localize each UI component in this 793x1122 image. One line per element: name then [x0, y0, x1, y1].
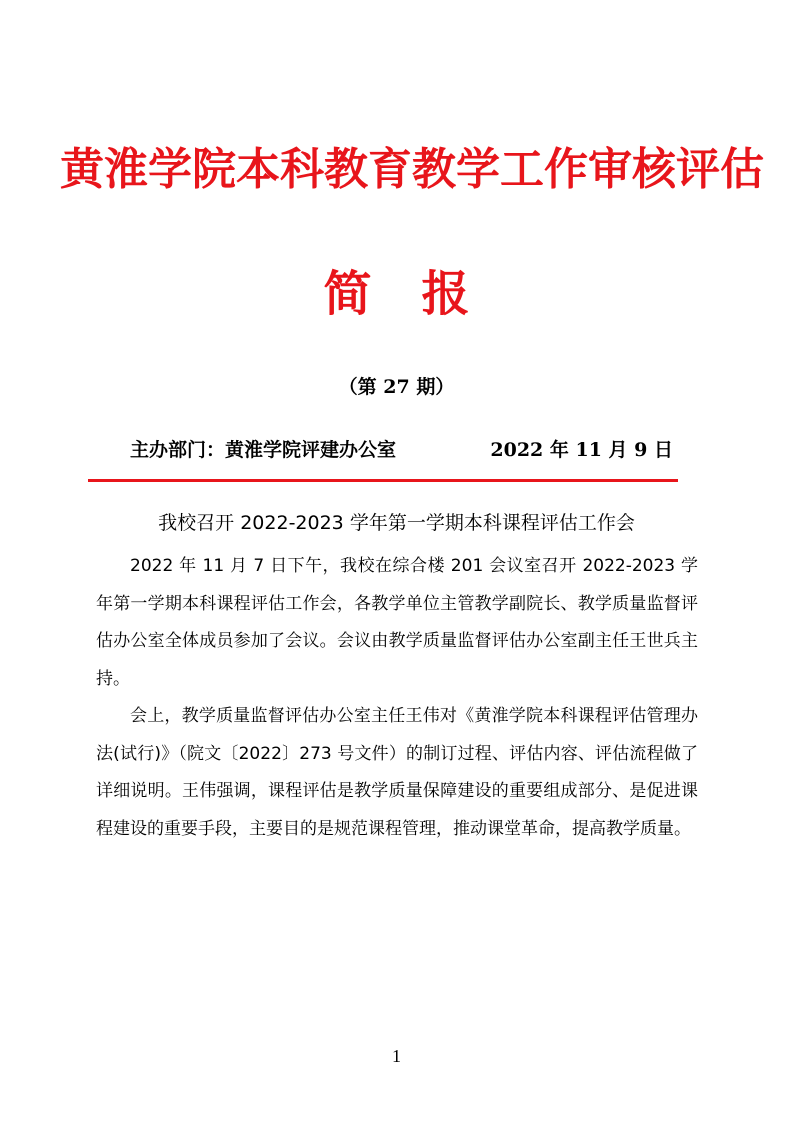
- sponsor-department: 主办部门：黄淮学院评建办公室: [130, 439, 397, 461]
- bulletin-title: 黄淮学院本科教育教学工作审核评估: [60, 144, 764, 195]
- red-divider: [88, 479, 678, 482]
- page-number: 1: [392, 1046, 401, 1066]
- subtitle-char-2: 报: [421, 266, 470, 322]
- bulletin-subtitle: [0, 262, 793, 326]
- article-paragraph-2: 会上，教学质量监督评估办公室主任王伟对《黄淮学院本科课程评估管理办法(试行)》（院文〔2022〕273 号文件）的制订过程、评估内容、评估流程做了详细说明。王伟强调，课程评估是教学质量保障建设的重要组成部分、是促进课程建设的重要手段，主要目的是规范课程管理，推动课堂革命，提高教学质量。: [96, 706, 698, 839]
- issue-date: 2022 年 11 月 9 日: [490, 439, 673, 461]
- issue-number: （第 27 期）: [338, 376, 455, 398]
- article-headline: 我校召开 2022-2023 学年第一学期本科课程评估工作会: [158, 512, 635, 534]
- article-paragraph-1: 2022 年 11 月 7 日下午，我校在综合楼 201 会议室召开 2022-2023 学年第一学期本科课程评估工作会，各教学单位主管教学副院长、教学质量监督评估办公室全体成员参加了会议。会议由教学质量监督评估办公室副主任王世兵主持。: [96, 556, 698, 689]
- subtitle-char-1: 简: [323, 266, 372, 322]
- article-body: [96, 548, 698, 848]
